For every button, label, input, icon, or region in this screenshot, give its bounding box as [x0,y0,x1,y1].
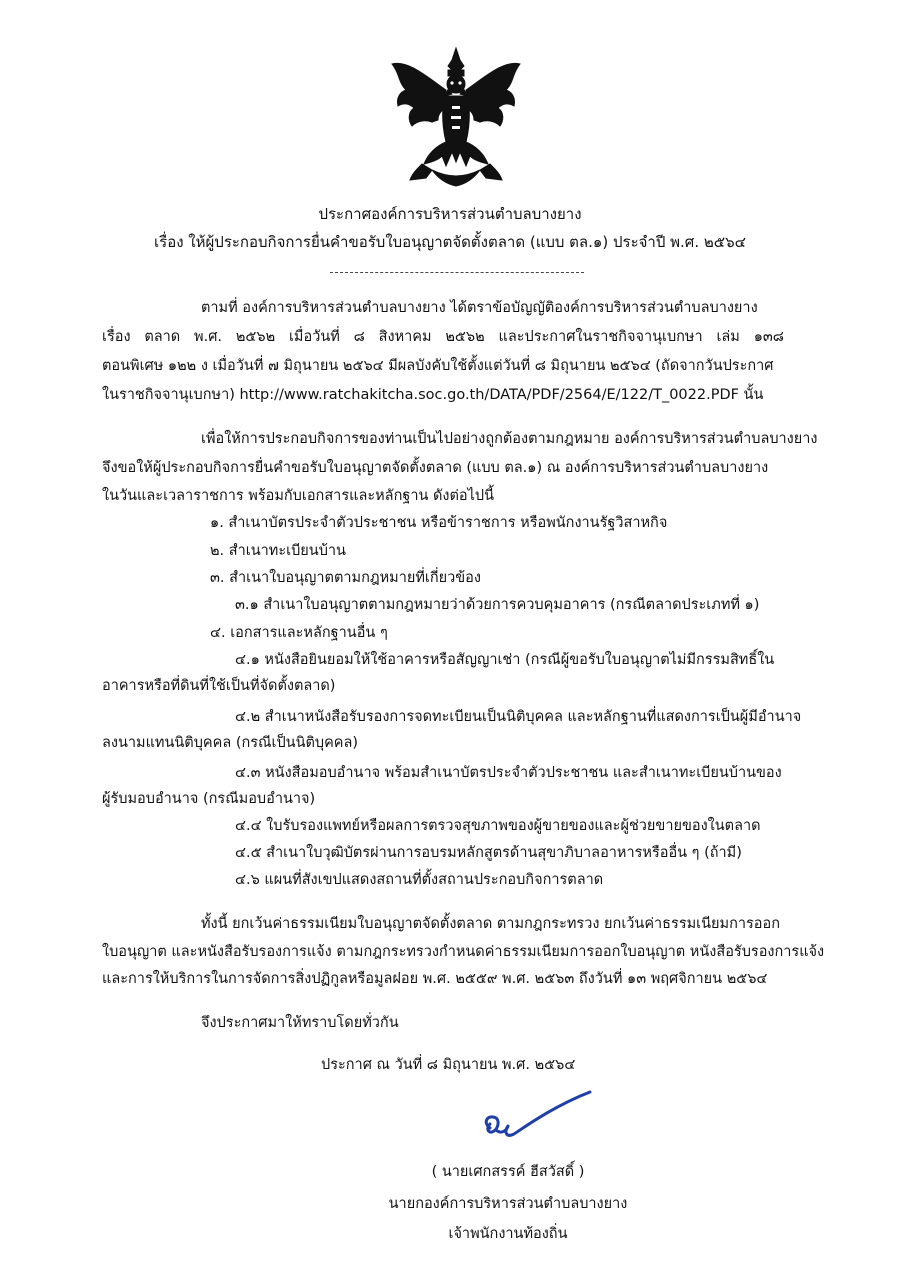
para3-line2: ใบอนุญาต และหนังสือรับรองการแจ้ง ตามกฎกระทรวงกำหนดค่าธรรมเนียมการออกใบอนุญาต หนังสือรับรองการแจ้ง [102,944,825,960]
divider [330,272,584,273]
list-item: ๓. สำเนาใบอนุญาตตามกฎหมายที่เกี่ยวข้อง [210,570,481,586]
list-item: ๔.๕ สำเนาใบวุฒิบัตรผ่านการอบรมหลักสูตรด้านสุขาภิบาลอาหารหรืออื่น ๆ (ถ้ามี) [235,845,742,861]
list-item: ๔.๔ ใบรับรองแพทย์หรือผลการตรวจสุขภาพของผู้ขายของและผู้ช่วยขายของในตลาด [235,818,761,834]
para2-line3: ในวันและเวลาราชการ พร้อมกับเอกสารและหลักฐาน ดังต่อไปนี้ [102,488,495,504]
para3-line1: ทั้งนี้ ยกเว้นค่าธรรมเนียมใบอนุญาตจัดตั้งตลาด ตามกฎกระทรวง ยกเว้นค่าธรรมเนียมการออก [201,916,780,932]
list-item: ๑. สำเนาบัตรประจำตัวประชาชน หรือข้าราชการ หรือพนักงานรัฐวิสาหกิจ [210,515,668,531]
list-item-continuation: ผู้รับมอบอำนาจ (กรณีมอบอำนาจ) [102,791,316,807]
list-item-continuation: ลงนามแทนนิติบุคคล (กรณีเป็นนิติบุคคล) [102,735,359,751]
signature-mark-icon [478,1088,598,1144]
list-item-continuation: อาคารหรือที่ดินที่ใช้เป็นที่จัดตั้งตลาด) [102,678,336,694]
list-item: ๒. สำเนาทะเบียนบ้าน [210,543,346,559]
garuda-emblem-icon [386,46,526,188]
para1-line4: ในราชกิจจานุเบกษา) http://www.ratchakitcha.soc.go.th/DATA/PDF/2564/E/122/T_0022.PDF นั้น [102,387,764,403]
announcement-subject: เรื่อง ให้ผู้ประกอบกิจการยื่นคำขอรับใบอนุญาตจัดตั้งตลาด (แบบ ตล.๑) ประจำปี พ.ศ. ๒๕๖๔ [154,233,746,251]
para1-line3: ตอนพิเศษ ๑๒๒ ง เมื่อวันที่ ๗ มิถุนายน ๒๕๖๔ มีผลบังคับใช้ตั้งแต่วันที่ ๘ มิถุนายน ๒๕๖๔ (ถัดจากวันประกาศ [102,358,774,374]
signer-role: เจ้าพนักงานท้องถิ่น [448,1226,568,1242]
closing-text: จึงประกาศมาให้ทราบโดยทั่วกัน [201,1015,399,1031]
para2-line1: เพื่อให้การประกอบกิจการของท่านเป็นไปอย่างถูกต้องตามกฎหมาย องค์การบริหารส่วนตำบลบางยาง [201,431,818,447]
para1-line2: เรื่อง ตลาด พ.ศ. ๒๕๖๒ เมื่อวันที่ ๘ สิงหาคม ๒๕๖๒ และประกาศในราชกิจจานุเบกษา เล่ม ๑๓๘ [102,329,784,345]
para2-line2: จึงขอให้ผู้ประกอบกิจการยื่นคำขอรับใบอนุญาตจัดตั้งตลาด (แบบ ตล.๑) ณ องค์การบริหารส่วนตำบลบางยาง [102,460,769,476]
announcement-date: ประกาศ ณ วันที่ ๘ มิถุนายน พ.ศ. ๒๕๖๔ [321,1057,576,1073]
list-item: ๔.๒ สำเนาหนังสือรับรองการจดทะเบียนเป็นนิติบุคคล และหลักฐานที่แสดงการเป็นผู้มีอำนาจ [235,709,802,725]
para1-line1: ตามที่ องค์การบริหารส่วนตำบลบางยาง ได้ตราข้อบัญญัติองค์การบริหารส่วนตำบลบางยาง [201,300,758,316]
list-item: ๔. เอกสารและหลักฐานอื่น ๆ [210,625,388,641]
signer-position: นายกองค์การบริหารส่วนตำบลบางยาง [388,1196,628,1212]
signer-name: ( นายเศกสรรค์ ฮีสวัสดิ์ ) [431,1164,585,1180]
announcement-title: ประกาศองค์การบริหารส่วนตำบลบางยาง [318,205,582,223]
list-item: ๓.๑ สำเนาใบอนุญาตตามกฎหมายว่าด้วยการควบคุมอาคาร (กรณีตลาดประเภทที่ ๑) [235,597,760,613]
list-item: ๔.๑ หนังสือยินยอมให้ใช้อาคารหรือสัญญาเช่า (กรณีผู้ขอรับใบอนุญาตไม่มีกรรมสิทธิ์ใน [235,652,775,668]
list-item: ๔.๓ หนังสือมอบอำนาจ พร้อมสำเนาบัตรประจำตัวประชาชน และสำเนาทะเบียนบ้านของ [235,765,782,781]
list-item: ๔.๖ แผนที่สังเขปแสดงสถานที่ตั้งสถานประกอบกิจการตลาด [235,872,604,888]
para3-line3: และการให้บริการในการจัดการสิ่งปฏิกูลหรือมูลฝอย พ.ศ. ๒๕๕๙ พ.ศ. ๒๕๖๓ ถึงวันที่ ๑๓ พฤศจิกายน ๒๕๖๔ [102,971,768,987]
